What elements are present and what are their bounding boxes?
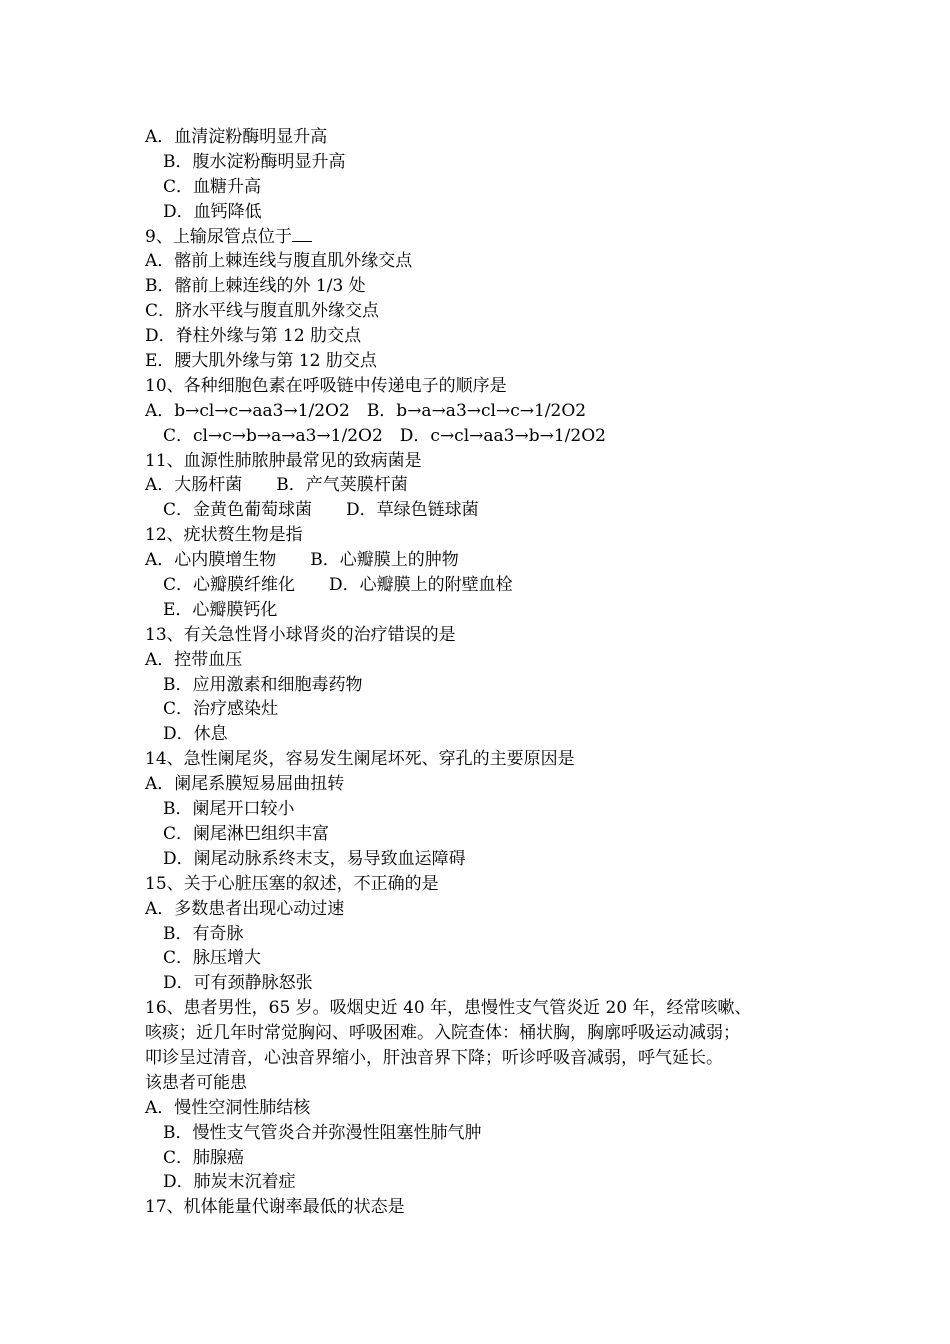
text-line-content: A．慢性空洞性肺结核 xyxy=(145,1097,311,1118)
text-line xyxy=(145,1021,825,1046)
text-line xyxy=(145,971,825,996)
text-line xyxy=(145,399,825,424)
text-line xyxy=(145,673,825,698)
text-line-content: A．阑尾系膜短易屈曲扭转 xyxy=(145,774,345,795)
text-line-content: E．腰大肌外缘与第 12 肋交点 xyxy=(145,351,377,372)
text-line xyxy=(145,648,825,673)
text-line xyxy=(145,598,825,623)
text-line xyxy=(145,200,825,225)
text-line-content: D．肺炭末沉着症 xyxy=(163,1172,296,1193)
text-line xyxy=(145,424,825,449)
text-line-content: 12、疣状赘生物是指 xyxy=(145,525,303,546)
text-line xyxy=(145,548,825,573)
text-line-content: 14、急性阑尾炎，容易发生阑尾坏死、穿孔的主要原因是 xyxy=(145,749,575,770)
text-line-content: C．肺腺癌 xyxy=(163,1147,245,1168)
text-line-content: C．心瓣膜纤维化 D．心瓣膜上的附壁血栓 xyxy=(163,575,513,596)
text-line xyxy=(145,573,825,598)
text-line xyxy=(145,772,825,797)
text-line-content: 9、上输尿管点位于 xyxy=(145,226,292,247)
text-line-content: 叩诊呈过清音，心浊音界缩小，肝浊音界下降；听诊呼吸音减弱，呼气延长。 xyxy=(145,1047,723,1068)
text-line xyxy=(145,697,825,722)
text-line-content: 11、血源性肺脓肿最常见的致病菌是 xyxy=(145,450,422,471)
text-line xyxy=(145,374,825,399)
text-line xyxy=(145,175,825,200)
text-line-content: B．阑尾开口较小 xyxy=(163,799,295,820)
text-line xyxy=(145,623,825,648)
text-line-content: C．脐水平线与腹直肌外缘交点 xyxy=(145,301,380,322)
text-line xyxy=(145,498,825,523)
text-line-content: 咳痰；近几年时常觉胸闷、呼吸困难。入院查体：桶状胸，胸廓呼吸运动减弱； xyxy=(145,1023,740,1044)
text-line-content: D．血钙降低 xyxy=(163,201,262,222)
text-line xyxy=(145,449,825,474)
text-line xyxy=(145,1195,825,1220)
text-line xyxy=(145,1096,825,1121)
text-line xyxy=(145,897,825,922)
text-line xyxy=(145,872,825,897)
text-line-content: A．血清淀粉酶明显升高 xyxy=(145,127,328,147)
text-line-content: 16、患者男性，65 岁。吸烟史近 40 年，患慢性支气管炎近 20 年，经常咳嗽、 xyxy=(145,998,752,1019)
text-line xyxy=(145,125,825,150)
text-line xyxy=(145,150,825,175)
text-line-content: A．髂前上棘连线与腹直肌外缘交点 xyxy=(145,251,413,272)
text-line xyxy=(145,274,825,299)
text-line-content: D．脊柱外缘与第 12 肋交点 xyxy=(145,326,362,347)
text-line xyxy=(145,299,825,324)
text-line-content: C．脉压增大 xyxy=(163,948,262,969)
text-line-content: 13、有关急性肾小球肾炎的治疗错误的是 xyxy=(145,624,456,645)
text-line-content: C．阑尾淋巴组织丰富 xyxy=(163,823,330,844)
text-line-content: 17、机体能量代谢率最低的状态是 xyxy=(145,1197,405,1218)
text-line-content: 该患者可能患 xyxy=(145,1072,247,1093)
text-line-content: C．cl→c→b→a→a3→1/2O2 D．c→cl→aa3→b→1/2O2 xyxy=(163,425,606,446)
text-line-content: D．休息 xyxy=(163,724,228,745)
text-line xyxy=(145,1170,825,1195)
text-line-content: B．有奇脉 xyxy=(163,923,244,944)
text-line-content: 15、关于心脏压塞的叙述，不正确的是 xyxy=(145,873,439,894)
text-line xyxy=(145,722,825,747)
text-line-content: A．b→cl→c→aa3→1/2O2 B．b→a→a3→cl→c→1/2O2 xyxy=(145,400,587,421)
text-line xyxy=(145,1071,825,1096)
text-line-content: 10、各种细胞色素在呼吸链中传递电子的顺序是 xyxy=(145,375,507,396)
text-line xyxy=(145,946,825,971)
text-line xyxy=(145,996,825,1021)
answer-blank xyxy=(292,227,312,242)
text-line xyxy=(145,324,825,349)
text-line xyxy=(145,747,825,772)
text-line xyxy=(145,1121,825,1146)
text-line xyxy=(145,922,825,947)
text-line xyxy=(145,473,825,498)
text-line xyxy=(145,1046,825,1071)
text-line-content: B．髂前上棘连线的外 1/3 处 xyxy=(145,276,366,297)
text-line xyxy=(145,225,825,250)
text-line-content: C．血糖升高 xyxy=(163,176,262,197)
text-line-content: B．应用激素和细胞毒药物 xyxy=(163,674,363,695)
text-line-content: B．腹水淀粉酶明显升高 xyxy=(163,151,346,172)
text-line-content: E．心瓣膜钙化 xyxy=(163,599,278,620)
text-line xyxy=(145,822,825,847)
text-line-content: D．阑尾动脉系终末支，易导致血运障碍 xyxy=(163,848,466,869)
text-line xyxy=(145,349,825,374)
text-line-content: C．金黄色葡萄球菌 D．草绿色链球菌 xyxy=(163,500,479,521)
text-line xyxy=(145,797,825,822)
document-body xyxy=(145,125,825,1220)
text-line-content: A．多数患者出现心动过速 xyxy=(145,898,345,919)
text-line xyxy=(145,249,825,274)
text-line-content: A．控带血压 xyxy=(145,649,243,670)
text-line xyxy=(145,1146,825,1171)
text-line-content: A．心内膜增生物 B．心瓣膜上的肿物 xyxy=(145,550,459,571)
text-line-content: A．大肠杆菌 B．产气荚膜杆菌 xyxy=(145,475,408,496)
text-line xyxy=(145,847,825,872)
text-line-content: D．可有颈静脉怒张 xyxy=(163,973,313,994)
text-line xyxy=(145,523,825,548)
text-line-content: C．治疗感染灶 xyxy=(163,699,279,720)
text-line-content: B．慢性支气管炎合并弥漫性阻塞性肺气肿 xyxy=(163,1122,482,1143)
